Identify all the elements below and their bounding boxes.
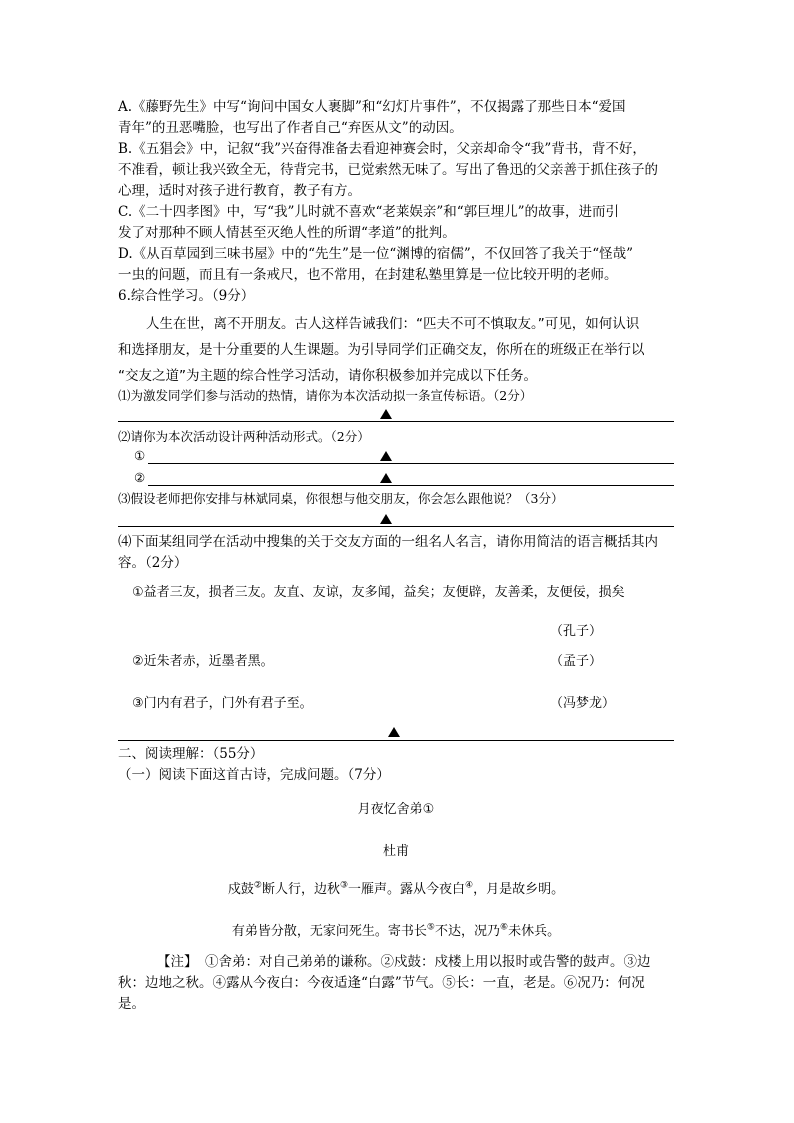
option-c-line1: C.《二十四孝图》中，写“我”儿时就不喜欢“老莱娱亲”和“郭巨埋儿”的故事，进而引 [118,204,620,220]
notes-line3: 是。 [118,996,145,1012]
footnote-mark: ③ [339,880,349,891]
footnote-mark: ⑥ [500,922,509,933]
option-c-line2: 发了对那种不顾人情甚至灭绝人性的所谓“孝道”的批判。 [118,225,456,241]
option-a-line2: 青年”的丑恶嘴脸，也写出了作者自己“弃医从文”的动因。 [118,120,463,136]
poem-line-1-part: 一雁声。露从今夜白 [348,882,466,897]
answer-marker-icon [380,514,392,524]
poem-line-2-part: 未休兵。 [508,924,561,939]
answer-line-part3[interactable] [118,526,674,527]
q6-part1-prompt: ⑴为激发同学们参与活动的热情，请你为本次活动拟一条宣传标语。（2分） [118,388,533,403]
poem-line-2-part: 有弟皆分散，无家问死生。寄书长 [231,924,427,939]
option-d-line2: 一虫的问题，而且有一条戒尺，也不常用，在封建私塾里算是一位比较开明的老师。 [118,267,618,283]
quote-3-author: （冯梦龙） [550,696,616,711]
option-b-line2: 不准看，顿让我兴致全无，待背完书，已觉索然无味了。写出了鲁迅的父亲善于抓住孩子的 [118,162,658,178]
poem-line-1 [118,880,674,900]
answer-marker-icon [388,727,400,737]
poem-line-1-part: ，月是故乡明。 [473,882,565,897]
q6-intro-line1: 人生在世，离不开朋友。古人这样告诫我们：“匹夫不可不慎取友。”可见，如何认识 [146,316,640,332]
q6-part2-item1-label: ① [134,448,146,463]
option-a-line1: A.《藤野先生》中写“询问中国女人裹脚”和“幻灯片事件”，不仅揭露了那些日本“爱国 [118,99,626,115]
option-d-line1: D.《从百草园到三味书屋》中的“先生”是一位“渊博的宿儒”，不仅回答了我关于“怪哉” [118,246,634,262]
quote-1: ①益者三友，损者三友。友直、友谅，友多闻，益矣；友便辟，友善柔，友便佞，损矣 [132,585,625,600]
answer-marker-icon [380,473,392,483]
question-6-title: 6.综合性学习。（9分） [118,288,255,304]
answer-marker-icon [380,451,392,461]
q6-part2-prompt: ⑵请你为本次活动设计两种活动形式。（2分） [118,429,370,444]
footnote-mark: ④ [465,880,474,891]
answer-marker-icon [380,409,392,419]
section-reading-title: 二、阅读理解：（55分） [118,746,264,762]
q6-intro-line2: 和选择朋友，是十分重要的人生课题。为引导同学们正确交友，你所在的班级正在举行以 [118,342,645,358]
poem-title: 月夜忆舍弟① [357,802,435,817]
q6-part2-item2-label: ② [134,470,146,485]
answer-line-part1[interactable] [118,421,674,422]
quote-1-author: （孔子） [550,624,603,639]
footnote-mark: ② [253,880,262,891]
quote-2: ②近朱者赤，近墨者黑。 [132,654,274,669]
poem-line-1-part: 断人行，边秋 [261,882,340,897]
notes-line1: ①舍弟：对自己弟弟的谦称。②戍鼓：戍楼上用以报时或告警的鼓声。③边 [205,954,651,970]
option-b-line1: B.《五猖会》中，记叙“我”兴奋得准备去看迎神赛会时，父亲却命令“我”背书，背不好， [118,141,646,157]
answer-line-part2-item2[interactable] [148,485,674,486]
q6-part4-prompt-line2: 容。（2分） [118,555,188,571]
poem-line-2-part: 不达，况乃 [434,924,500,939]
q6-intro-line3: “交友之道”为主题的综合性学习活动，请你积极参加并完成以下任务。 [118,368,537,384]
q6-part4-prompt-line1: ⑷下面某组同学在活动中搜集的关于交友方面的一组名人名言，请你用简洁的语言概括其内 [118,534,658,550]
notes-label: 【注】 [157,954,198,970]
poem-author: 杜甫 [382,844,409,859]
quote-2-author: （孟子） [550,654,603,669]
answer-line-part4[interactable] [118,740,674,741]
reading-sub-title: （一）阅读下面这首古诗，完成问题。（7分） [118,767,390,783]
quote-3: ③门内有君子，门外有君子至。 [132,696,313,711]
poem-line-2 [118,922,674,942]
poem-line-1-part: 戍鼓 [227,882,254,897]
notes-line2: 秋：边地之秋。④露从今夜白：今夜适逢“白露”节气。⑤长：一直，老是。⑥况乃：何况 [118,975,645,991]
q6-part3-prompt: ⑶假设老师把你安排与林斌同桌，你很想与他交朋友，你会怎么跟他说？（3分） [118,491,564,506]
footnote-mark: ⑤ [426,922,435,933]
option-b-line3: 心理，适时对孩子进行教育，教子有方。 [118,183,361,199]
answer-line-part2-item1[interactable] [148,463,674,464]
